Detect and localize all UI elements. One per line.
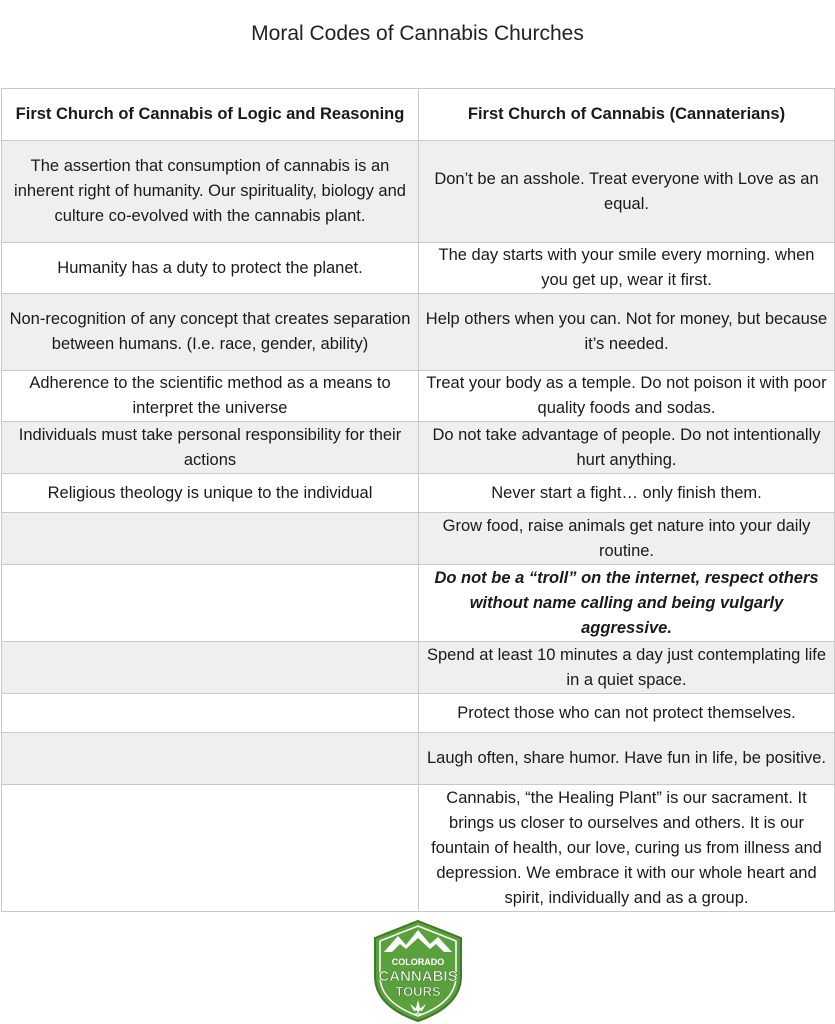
header-logic-reasoning: First Church of Cannabis of Logic and Reasoning	[2, 89, 419, 141]
cell-right: Do not take advantage of people. Do not intentionally hurt anything.	[419, 422, 835, 474]
colorado-cannabis-tours-logo	[370, 918, 466, 1024]
logo-text-colorado: COLORADO	[391, 957, 445, 967]
cell-left	[2, 694, 419, 733]
table-row	[2, 371, 835, 422]
table-row	[2, 294, 835, 371]
moral-codes-table	[1, 88, 835, 912]
cell-left	[2, 733, 419, 785]
page-title: Moral Codes of Cannabis Churches	[251, 22, 584, 45]
table-header-row	[2, 89, 835, 141]
cell-left	[2, 565, 419, 642]
cell-left: Individuals must take personal responsibility for their actions	[2, 422, 419, 474]
cell-left: Non-recognition of any concept that creates separation between humans. (I.e. race, gender, ability)	[2, 294, 419, 371]
cell-left: Adherence to the scientific method as a means to interpret the universe	[2, 371, 419, 422]
cell-left	[2, 642, 419, 694]
table-row	[2, 141, 835, 243]
cell-right: Never start a fight… only finish them.	[419, 474, 835, 513]
table-row	[2, 474, 835, 513]
cell-right: Grow food, raise animals get nature into your daily routine.	[419, 513, 835, 565]
cell-left	[2, 785, 419, 912]
cell-right: Help others when you can. Not for money, but because it’s needed.	[419, 294, 835, 371]
table-row	[2, 565, 835, 642]
cell-right: Protect those who can not protect themselves.	[419, 694, 835, 733]
table-row	[2, 694, 835, 733]
cell-right: Treat your body as a temple. Do not poison it with poor quality foods and sodas.	[419, 371, 835, 422]
logo-text-cannabis: CANNABIS	[378, 968, 458, 985]
cell-right: The day starts with your smile every morning. when you get up, wear it first.	[419, 243, 835, 294]
cell-right: Cannabis, “the Healing Plant” is our sacrament. It brings us closer to ourselves and others. It is our fountain of health, our love, curing us from illness and depression. We embrace it with our whole heart and spirit, individually and as a group.	[419, 785, 835, 912]
table-row	[2, 513, 835, 565]
cell-right: Spend at least 10 minutes a day just contemplating life in a quiet space.	[419, 642, 835, 694]
logo-text-tours: TOURS	[395, 984, 441, 999]
cell-left: Religious theology is unique to the individual	[2, 474, 419, 513]
cell-left: The assertion that consumption of cannabis is an inherent right of humanity. Our spirituality, biology and culture co-evolved with the cannabis plant.	[2, 141, 419, 243]
table-row	[2, 785, 835, 912]
table-row	[2, 422, 835, 474]
header-cannaterians: First Church of Cannabis (Cannaterians)	[419, 89, 835, 141]
cell-right: Don’t be an asshole. Treat everyone with Love as an equal.	[419, 141, 835, 243]
cell-right: Laugh often, share humor. Have fun in life, be positive.	[419, 733, 835, 785]
table-row	[2, 642, 835, 694]
cell-left	[2, 513, 419, 565]
table-row	[2, 243, 835, 294]
cell-right: Do not be a “troll” on the internet, respect others without name calling and being vulgarly aggressive.	[419, 565, 835, 642]
cell-left: Humanity has a duty to protect the planet.	[2, 243, 419, 294]
table-row	[2, 733, 835, 785]
